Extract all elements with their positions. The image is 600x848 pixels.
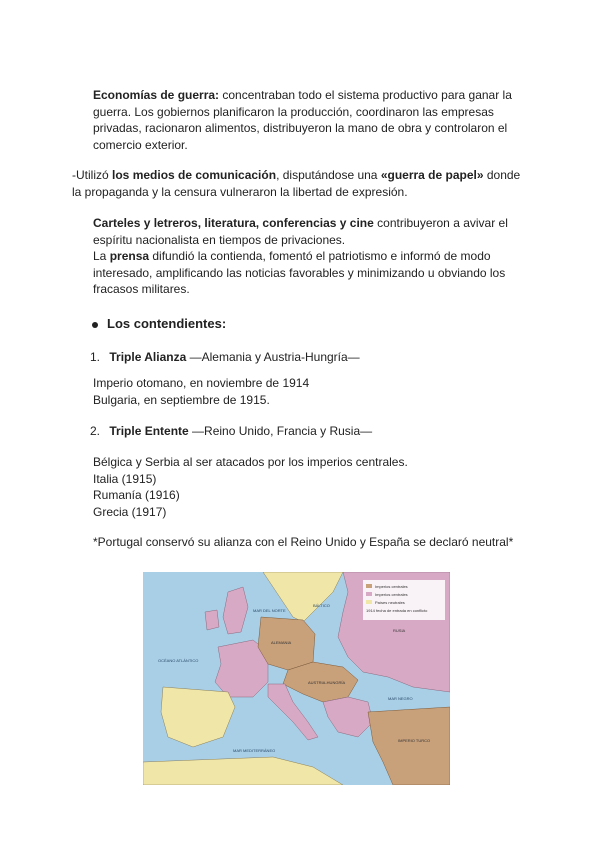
posters-line [93,215,523,248]
bullet-icon [92,322,98,328]
war-economy-text: concentraban todo el sistema productivo para ganar la guerra. Los gobiernos planificaron la producción, coordinaron las empresas privadas, racionaron alimentos, distribuyeron la mano de obra y controlaron el comercio exterior. [93,88,512,152]
entente-members [93,454,408,520]
press-text-a: La [93,249,110,263]
item-number: 1. [90,350,101,364]
triple-alliance-term: Triple Alianza [109,350,187,364]
bulgaria-line: Bulgaria, en septiembre de 1915. [93,392,270,407]
map-label: MAR DEL NORTE [253,608,286,613]
war-economy-term: Economías de guerra: [93,88,220,102]
legend-label: Países neutrales [375,600,405,605]
map-label: RUSIA [393,628,406,633]
posters-text: contribuyeron a avivar el espíritu nacionalista en tiempos de privaciones. [93,216,508,247]
media-text-e: donde la propaganda y la censura vulneraron la libertad de expresión. [72,168,521,199]
press-term: prensa [109,249,150,263]
map-label: IMPERIO TURCO [398,738,431,743]
item-number: 2. [90,424,101,438]
media-term: los medios de comunicación [112,168,277,182]
italy-line: Italia (1915) [93,471,157,486]
belgium-serbia-line: Bélgica y Serbia al ser atacados por los imperios centrales. [93,455,408,469]
europe-map [143,572,450,785]
media-text-c: , disputándose una [276,168,381,182]
triple-entente-item [90,423,372,440]
map-label: ALEMANIA [271,640,292,645]
legend-label: Imperios centrales [375,584,408,589]
triple-alliance-text: —Alemania y Austria-Hungría— [186,350,360,364]
map-label: MAR NEGRO [388,696,413,701]
europe-map-graphic [143,572,450,785]
greece-line: Grecia (1917) [93,504,167,519]
triple-entente-term: Triple Entente [109,424,189,438]
posters-term: Carteles y letreros, literatura, conferencias y cine [93,216,374,230]
map-label: OCÉANO ATLÁNTICO [158,658,199,663]
legend-label: Imperios centrales [375,592,408,597]
romania-line: Rumanía (1916) [93,488,180,502]
triple-entente-text: —Reino Unido, Francia y Rusia— [188,424,373,438]
legend-label: 1914 fecha de entrada en conflicto [366,608,428,613]
contenders-heading: Los contendientes: [107,316,227,331]
map-label: MAR MEDITERRÁNEO [233,748,276,753]
alliance-members [93,375,309,408]
ottoman-line: Imperio otomano, en noviembre de 1914 [93,376,310,390]
triple-alliance-item [90,349,360,366]
map-label: BÁLTICO [313,603,330,608]
propaganda-paragraph [93,215,523,298]
war-economy-paragraph [93,87,523,153]
portugal-note: *Portugal conservó su alianza con el Reino Unido y España se declaró neutral* [93,535,514,549]
press-text-c: difundió la contienda, fomentó el patriotismo e informó de modo interesado, amplificando las noticias favorables y minimizando u obviando los fracasos militares. [93,249,506,296]
map-label: AUSTRIA-HUNGRÍA [308,680,346,685]
paper-war-term: «guerra de papel» [380,168,484,182]
media-paragraph [72,167,532,200]
press-line [93,248,523,298]
media-text-a: -Utilizó [72,168,113,182]
